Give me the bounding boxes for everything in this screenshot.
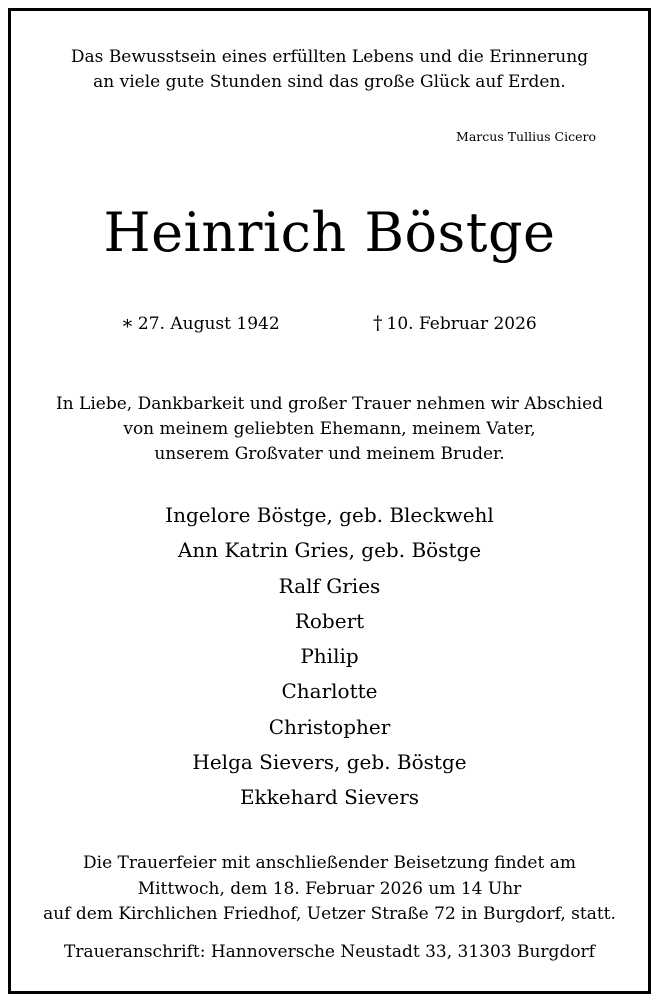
- mourner-name: Ann Katrin Gries, geb. Böstge: [177, 538, 482, 563]
- funeral-service-info: [11, 851, 648, 928]
- mourner-name: Helga Sievers, geb. Böstge: [192, 750, 467, 775]
- obituary-frame: [8, 8, 651, 994]
- service-line: Die Trauerfeier mit anschließender Beisetzung findet am: [83, 853, 576, 873]
- farewell-line: unserem Großvater und meinem Bruder.: [154, 444, 505, 464]
- farewell-line: In Liebe, Dankbarkeit und großer Trauer nehmen wir Abschied: [55, 394, 604, 414]
- quote: [11, 45, 648, 95]
- mourning-address: Traueranschrift: Hannoversche Neustadt 33, 31303 Burgdorf: [64, 942, 595, 962]
- birth-star-icon: ∗: [121, 312, 134, 334]
- death-cross-icon: †: [373, 312, 383, 334]
- farewell-text: [11, 392, 648, 467]
- farewell-line: von meinem geliebten Ehemann, meinem Vater,: [123, 419, 536, 439]
- death-date-group: [373, 311, 537, 336]
- mourner-name: Ingelore Böstge, geb. Bleckwehl: [165, 503, 494, 527]
- mourner-name: Philip: [300, 644, 359, 669]
- mourner-name: Christopher: [268, 714, 391, 739]
- service-line: auf dem Kirchlichen Friedhof, Uetzer Straße 72 in Burgdorf, statt.: [43, 904, 616, 924]
- deceased-name: Heinrich Böstge: [103, 201, 556, 264]
- birth-date: 27. August 1942: [137, 314, 280, 334]
- service-line: Mittwoch, dem 18. Februar 2026 um 14 Uhr: [137, 878, 522, 899]
- birth-date-group: [121, 311, 280, 336]
- mourner-name: Ekkehard Sievers: [239, 785, 420, 810]
- mourner-name: Robert: [294, 608, 365, 633]
- death-date: 10. Februar 2026: [386, 314, 537, 334]
- mourner-name: Ralf Gries: [278, 573, 381, 598]
- quote-line: an viele gute Stunden sind das große Glück auf Erden.: [93, 72, 566, 92]
- quote-line: Das Bewusstsein eines erfüllten Lebens und die Erinnerung: [70, 47, 589, 67]
- life-dates: [11, 311, 648, 335]
- quote-author: Marcus Tullius Cicero: [456, 129, 596, 144]
- mourners-list: [11, 498, 648, 816]
- mourner-name: Charlotte: [281, 679, 378, 704]
